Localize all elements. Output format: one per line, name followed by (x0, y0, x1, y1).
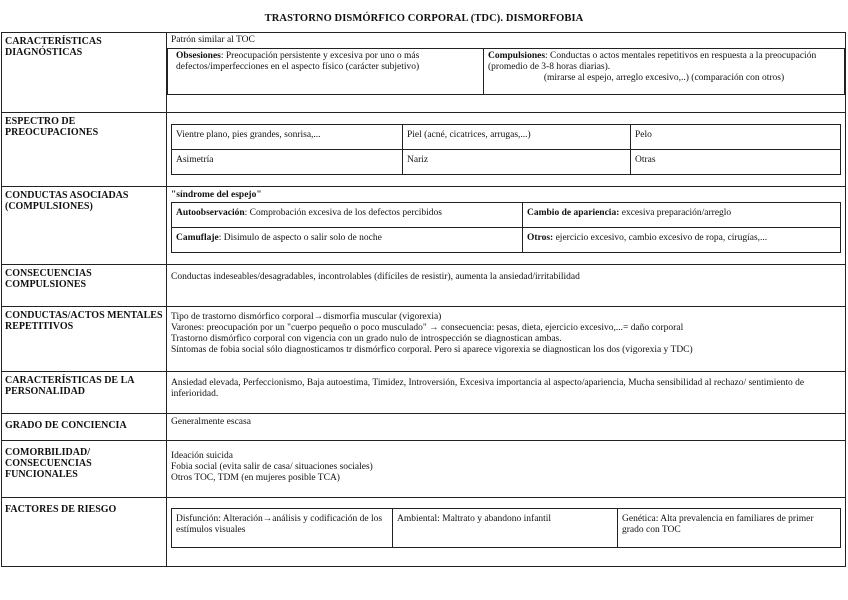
row-personalidad (2, 372, 846, 414)
row-comorbilidad (2, 441, 846, 498)
row-caracteristicas (2, 33, 846, 113)
otros-text: ejercicio excesivo, cambio excesivo de ropa, cirugías,... (553, 233, 768, 243)
conductas-actos-line: Trastorno dismórfico corporal con vigencia con un grado nulo de introspección se diagnostican ambas. (171, 334, 562, 344)
row-label: ESPECTRO DE PREOCUPACIONES (2, 113, 167, 187)
conductas-subtable (171, 202, 841, 253)
row-label: CARACTERÍSTICAS DE LA PERSONALIDAD (2, 372, 167, 414)
row-riesgo (2, 498, 846, 567)
row-conciencia (2, 414, 846, 441)
riesgo-disfuncion: Disfunción: Alteración→análisis y codificación de los estímulos visuales (172, 509, 393, 548)
obsesiones-term: Obsesiones (176, 51, 221, 61)
obsesiones-text: : Preocupación persistente y excesiva por uno o más defectos/imperfecciones en el aspecto físico (carácter subjetivo) (176, 51, 420, 72)
autoobservacion-text: : Comprobación excesiva de los defectos percibidos (244, 208, 442, 218)
row-espectro (2, 113, 846, 187)
cambio-apariencia-cell (523, 203, 841, 228)
cambio-apariencia-text: excesiva preparación/arreglo (619, 208, 732, 218)
conciencia-text: Generalmente escasa (167, 414, 846, 441)
riesgo-ambiental: Ambiental: Maltrato y abandono infantil (393, 509, 618, 548)
row-label: CARACTERÍSTICAS DIAGNÓSTICAS (2, 33, 167, 113)
compulsiones-cell (484, 49, 845, 95)
personalidad-text: Ansiedad elevada, Perfeccionismo, Baja autoestima, Timidez, Introversión, Excesiva importancia al aspecto/apariencia, Mucha sensibilidad al rechazo/ sentimiento de inferioridad. (167, 372, 846, 414)
conductas-actos-line: Síntomas de fobia social sólo diagnosticamos tr dismórfico corporal. Pero si aparece vigorexia se diagnostican los dos (vigorexia y TDC) (171, 345, 693, 355)
page-title: TRASTORNO DISMÓRFICO CORPORAL (TDC). DISMORFOBIA (264, 13, 584, 24)
row-label: COMORBILIDAD/ CONSECUENCIAS FUNCIONALES (2, 441, 167, 498)
conductas-actos-line: Varones: preocupación por un "cuerpo pequeño o poco musculado" → consecuencia: pesas, dieta, ejercicio excesivo,...= daño corporal (171, 323, 684, 333)
row-label: CONDUCTAS/ACTOS MENTALES REPETITIVOS (2, 307, 167, 372)
espectro-cell: Nariz (403, 150, 631, 175)
compulsiones-text: : Conductas o actos mentales repetitivos en respuesta a la preocupación (promedio de 3-8 horas diarias). (488, 51, 817, 72)
compulsiones-term: Compulsiones (488, 51, 546, 61)
row-label: FACTORES DE RIESGO (2, 498, 167, 567)
espectro-cell: Otras (631, 150, 841, 175)
conductas-actos-line: Tipo de trastorno dismórfico corporal→dismorfia muscular (vigorexia) (171, 312, 442, 322)
espectro-cell: Asimetría (172, 150, 403, 175)
caracteristicas-subtable (167, 48, 845, 95)
obsesiones-cell (168, 49, 484, 95)
espectro-cell: Piel (acné, cicatrices, arrugas,...) (403, 125, 631, 150)
espectro-cell: Pelo (631, 125, 841, 150)
riesgo-genetica: Genética: Alta prevalencia en familiares de primer grado con TOC (618, 509, 841, 548)
row-label: CONSECUENCIAS COMPULSIONES (2, 265, 167, 307)
row-conductas-actos (2, 307, 846, 372)
otros-cell (523, 228, 841, 253)
consecuencias-text: Conductas indeseables/desagradables, incontrolables (difíciles de resistir), aumenta la ansiedad/irritabilidad (167, 265, 846, 307)
cambio-apariencia-term: Cambio de apariencia: (527, 208, 620, 218)
autoobservacion-term: Autoobservación (176, 208, 245, 218)
espectro-cell: Vientre plano, pies grandes, sonrisa,... (172, 125, 403, 150)
summary-table (1, 32, 846, 567)
camuflaje-cell (172, 228, 523, 253)
riesgo-subtable (171, 508, 841, 548)
camuflaje-term: Camuflaje (176, 233, 219, 243)
comorbilidad-line: Otros TOC, TDM (en mujeres posible TCA) (171, 473, 340, 483)
otros-term: Otros: (527, 233, 554, 243)
autoobservacion-cell (172, 203, 523, 228)
row-consecuencias (2, 265, 846, 307)
comorbilidad-line: Fobia social (evita salir de casa/ situaciones sociales) (171, 462, 373, 472)
sindrome-espejo: "síndrome del espejo" (171, 190, 262, 200)
row-label: GRADO DE CONCIENCIA (2, 414, 167, 441)
row-label: CONDUCTAS ASOCIADAS (COMPULSIONES) (2, 187, 167, 265)
row-conductas (2, 187, 846, 265)
caracteristicas-intro: Patrón similar al TOC (171, 35, 255, 45)
comorbilidad-line: Ideación suicida (171, 451, 233, 461)
camuflaje-text: : Disimulo de aspecto o salir solo de noche (218, 233, 382, 243)
compulsiones-examples: (mirarse al espejo, arreglo excesivo,..) (comparación con otros) (543, 73, 785, 83)
espectro-subtable (171, 124, 841, 175)
